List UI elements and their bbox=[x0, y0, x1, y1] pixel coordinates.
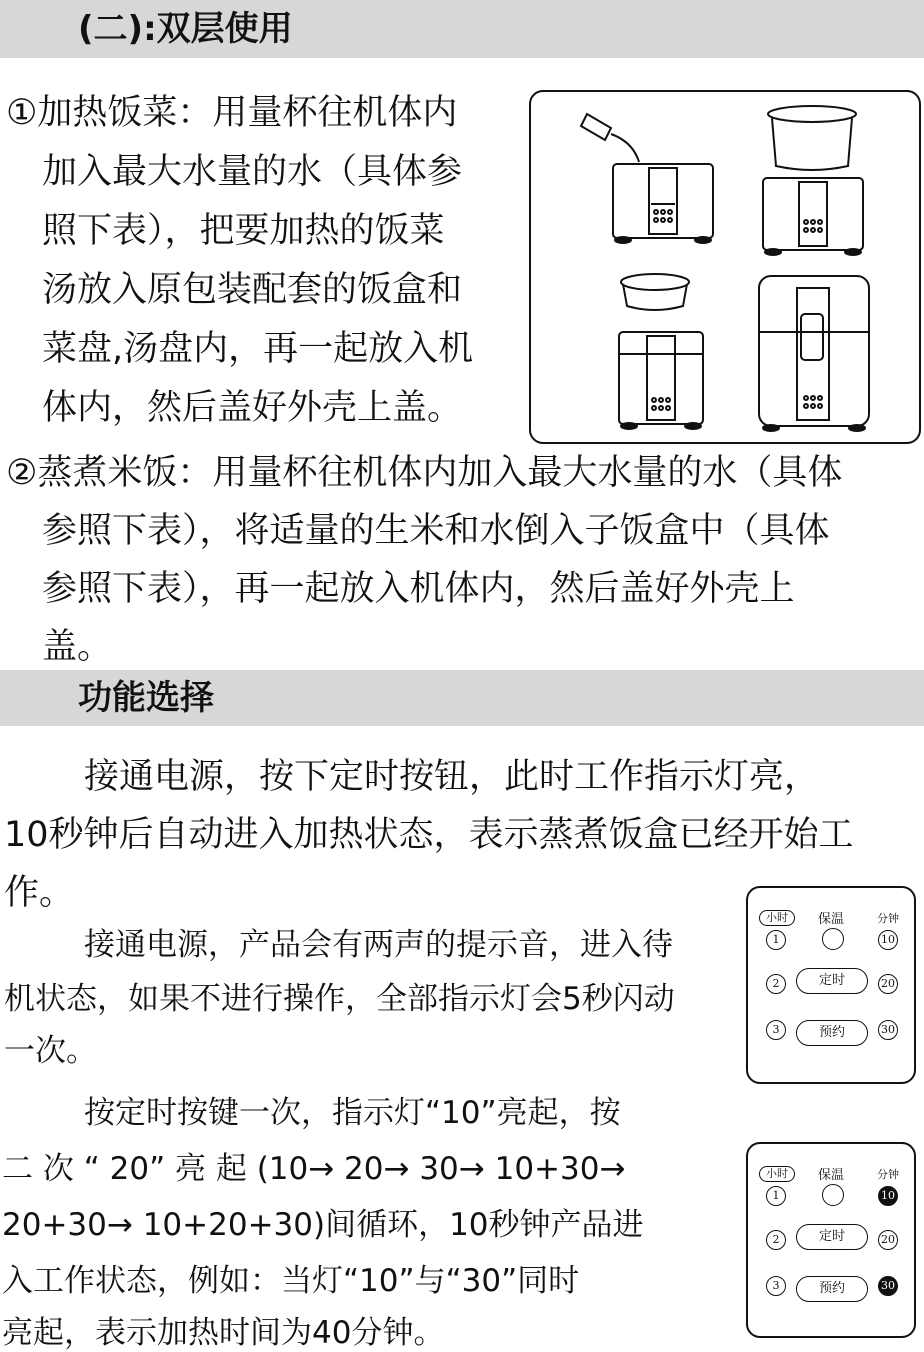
text-line: 菜盘,汤盘内，再一起放入机 bbox=[42, 329, 474, 369]
text-line: 接通电源，按下定时按钮，此时工作指示灯亮， bbox=[84, 757, 820, 797]
indicator-3: 3 bbox=[766, 1020, 786, 1040]
text-line: 参照下表），将适量的生米和水倒入子饭盒中（具体 bbox=[42, 511, 830, 551]
indicator-30-lit: 30 bbox=[878, 1276, 898, 1296]
indicator-2: 2 bbox=[766, 974, 786, 994]
keep-warm-indicator bbox=[822, 928, 844, 950]
minute-label: 分钟 bbox=[877, 1168, 899, 1181]
text-line: ①加热饭菜：用量杯往机体内 bbox=[6, 93, 458, 133]
text-line: 按定时按键一次，指示灯“10”亮起，按 bbox=[84, 1095, 621, 1131]
indicator-1: 1 bbox=[766, 930, 786, 950]
reserve-button: 预约 bbox=[796, 1020, 868, 1046]
hour-label: 小时 bbox=[759, 910, 795, 926]
indicator-20: 20 bbox=[878, 974, 898, 994]
text-line: 接通电源，产品会有两声的提示音，进入待 bbox=[84, 927, 673, 963]
indicator-30: 30 bbox=[878, 1020, 898, 1040]
text-line: 亮起，表示加热时间为40分钟。 bbox=[2, 1315, 445, 1351]
section-title: 功能选择 bbox=[78, 678, 214, 718]
indicator-2: 2 bbox=[766, 1230, 786, 1250]
text-line: 照下表），把要加热的饭菜 bbox=[42, 211, 445, 251]
indicator-1: 1 bbox=[766, 1186, 786, 1206]
keep-warm-label: 保温 bbox=[818, 912, 845, 927]
control-panel-diagram-lit bbox=[746, 1142, 916, 1338]
hour-label: 小时 bbox=[759, 1166, 795, 1182]
timer-button: 定时 bbox=[796, 968, 868, 994]
indicator-10-lit: 10 bbox=[878, 1186, 898, 1206]
text-line: 20+30→ 10+20+30)间循环，10秒钟产品进 bbox=[2, 1207, 644, 1243]
reserve-button: 预约 bbox=[796, 1276, 868, 1302]
text-line: ②蒸煮米饭：用量杯往机体内加入最大水量的水（具体 bbox=[6, 453, 843, 493]
indicator-3: 3 bbox=[766, 1276, 786, 1296]
text-line: 加入最大水量的水（具体参 bbox=[42, 152, 463, 192]
text-line: 盖。 bbox=[42, 627, 113, 667]
text-line: 体内，然后盖好外壳上盖。 bbox=[42, 388, 463, 428]
text-line: 参照下表），再一起放入机体内，然后盖好外壳上 bbox=[42, 569, 795, 609]
text-line: 10秒钟后自动进入加热状态，表示蒸煮饭盒已经开始工 bbox=[4, 815, 854, 855]
cooker-drawing-icon bbox=[531, 92, 919, 442]
section-header-function-select bbox=[0, 670, 924, 726]
section-header-double-layer bbox=[0, 0, 924, 58]
text-line: 作。 bbox=[4, 873, 75, 913]
assembly-illustration bbox=[529, 90, 921, 444]
section-title: (二):双层使用 bbox=[78, 9, 293, 49]
keep-warm-label: 保温 bbox=[818, 1168, 845, 1183]
minute-label: 分钟 bbox=[877, 912, 899, 925]
text-line: 一次。 bbox=[4, 1033, 97, 1069]
control-panel-diagram bbox=[746, 886, 916, 1084]
text-line: 机状态，如果不进行操作，全部指示灯会5秒闪动 bbox=[4, 981, 675, 1017]
keep-warm-indicator bbox=[822, 1184, 844, 1206]
indicator-20: 20 bbox=[878, 1230, 898, 1250]
indicator-10: 10 bbox=[878, 930, 898, 950]
text-line: 汤放入原包装配套的饭盒和 bbox=[42, 270, 463, 310]
text-line: 二 次 “ 20” 亮 起 (10→ 20→ 30→ 10+30→ bbox=[2, 1151, 626, 1187]
text-line: 入工作状态，例如：当灯“10”与“30”同时 bbox=[2, 1263, 580, 1299]
timer-button: 定时 bbox=[796, 1224, 868, 1250]
